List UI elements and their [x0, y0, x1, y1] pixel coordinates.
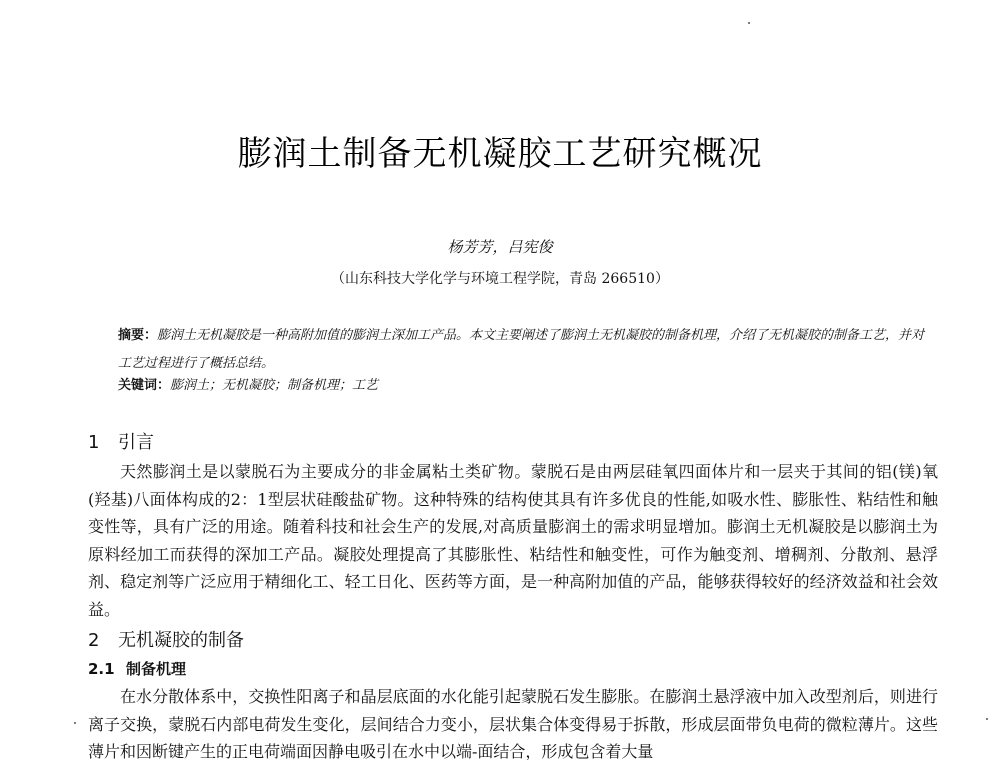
abstract-label: 摘要：	[118, 328, 158, 343]
affiliation: （山东科技大学化学与环境工程学院，青岛 266510）	[331, 271, 669, 287]
authors: 杨芳芳，吕宪俊	[447, 238, 553, 256]
paper-title: 膨润土制备无机凝胶工艺研究概况	[237, 134, 763, 174]
scan-speck	[74, 722, 76, 724]
subsection-number: 2.1	[88, 660, 115, 678]
scan-speck	[748, 22, 750, 24]
section-title: 引言	[118, 432, 154, 453]
keywords	[118, 376, 933, 396]
abstract	[118, 322, 933, 378]
keywords-label: 关键词：	[118, 378, 171, 393]
subsection-heading-2-1	[88, 658, 186, 679]
section-number: 2	[88, 630, 100, 651]
section-2-1-paragraph: 在水分散体系中，交换性阳离子和晶层底面的水化能引起蒙脱石发生膨胀。在膨润土悬浮液中加入改型剂后，则进行离子交换，蒙脱石内部电荷发生变化，层间结合力变小，层状集合体变得易于拆散，形成层面带负电荷的微粒薄片。这些薄片和因断键产生的正电荷端面因静电吸引在水中以端-面结合，形成包含着大量	[88, 687, 938, 760]
section-title: 无机凝胶的制备	[118, 630, 244, 651]
abstract-text: 膨润土无机凝胶是一种高附加值的膨润土深加工产品。本文主要阐述了膨润土无机凝胶的制备机理，介绍了无机凝胶的制备工艺，并对工艺过程进行了概括总结。	[118, 328, 925, 371]
keywords-text: 膨润土；无机凝胶；制备机理；工艺	[170, 378, 379, 393]
section-heading-1	[88, 428, 154, 454]
section-number: 1	[88, 432, 100, 453]
section-heading-2	[88, 626, 244, 652]
subsection-title: 制备机理	[126, 660, 187, 678]
section-1-paragraph: 天然膨润土是以蒙脱石为主要成分的非金属粘土类矿物。蒙脱石是由两层硅氧四面体片和一层夹于其间的铝(镁)氧(羟基)八面体构成的2：1型层状硅酸盐矿物。这种特殊的结构使其具有许多优良的性能,如吸水性、膨胀性、粘结性和触变性等，具有广泛的用途。随着科技和社会生产的发展,对高质量膨润土的需求明显增加。膨润土无机凝胶是以膨润土为原料经加工而获得的深加工产品。凝胶处理提高了其膨胀性、粘结性和触变性，可作为触变剂、增稠剂、分散剂、悬浮剂、稳定剂等广泛应用于精细化工、轻工日化、医药等方面，是一种高附加值的产品，能够获得较好的经济效益和社会效益。	[88, 462, 938, 619]
scan-speck	[986, 718, 988, 720]
